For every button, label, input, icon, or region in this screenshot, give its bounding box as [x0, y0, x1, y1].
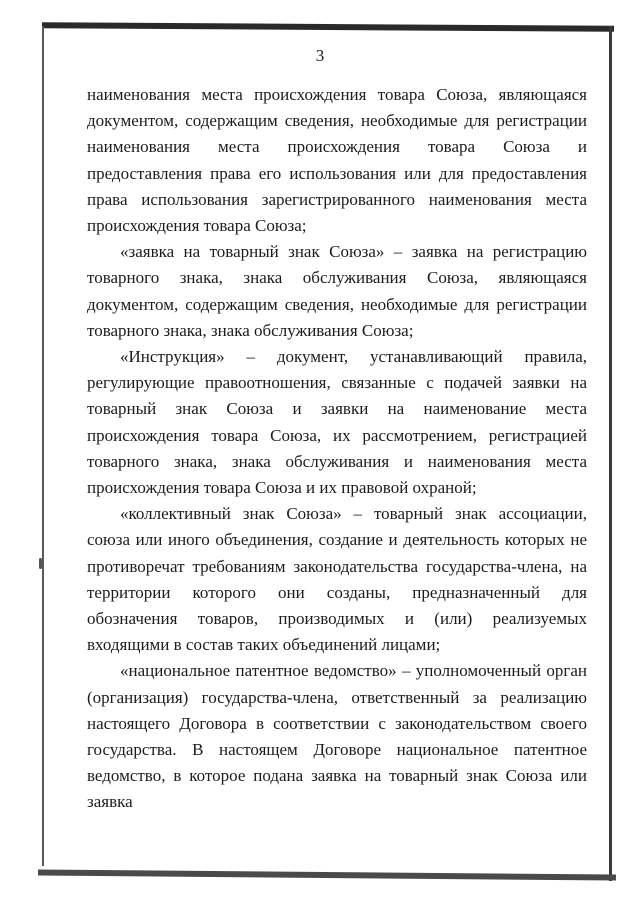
- scan-border-right: [609, 26, 612, 881]
- paragraph-trademark-application: «заявка на товарный знак Союза» – заявка на регистрацию товарного знака, знака обслуживания Союза, являющаяся документом, содержащим сведения, необходимые для регистрации товарного знака, знака обслуживания Союза;: [87, 242, 587, 340]
- document-body: [87, 82, 587, 816]
- scan-border-top: [42, 22, 614, 31]
- paragraph-nmpt-application-continuation: наименования места происхождения товара Союза, являющаяся документом, содержащим сведения, необходимые для регистрации наименования места происхождения товара Союза и предоставления права его использования или для предоставления права использования зарегистрированного наименования места происхождения товара Союза;: [87, 85, 587, 236]
- scan-border-left: [42, 26, 44, 866]
- paragraph-instruction: «Инструкция» – документ, устанавливающий правила, регулирующие правоотношения, связанные с подачей заявки на товарный знак Союза и заявки на наименование места происхождения товара Союза, их рассмотрением, регистрацией товарного знака, знака обслуживания и наименования места происхождения товара Союза и их правовой охраной;: [87, 347, 587, 498]
- scan-margin-mark: [39, 558, 42, 569]
- paragraph-national-patent-office: «национальное патентное ведомство» – уполномоченный орган (организация) государства-члена, ответственный за реализацию настоящего Договора в соответствии с законодательством своего государства. В настоящем Договоре национальное патентное ведомство, в которое подана заявка на товарный знак Союза или заявка: [87, 661, 587, 812]
- page-number: 3: [315, 46, 325, 65]
- paragraph-collective-mark: «коллективный знак Союза» – товарный знак ассоциации, союза или иного объединения, создание и деятельность которых не противоречат требованиям законодательства государства-члена, на территории которого они созданы, предназначенный для обозначения товаров, производимых и (или) реализуемых входящими в состав таких объединений лицами;: [87, 504, 587, 655]
- scan-border-bottom: [38, 869, 616, 880]
